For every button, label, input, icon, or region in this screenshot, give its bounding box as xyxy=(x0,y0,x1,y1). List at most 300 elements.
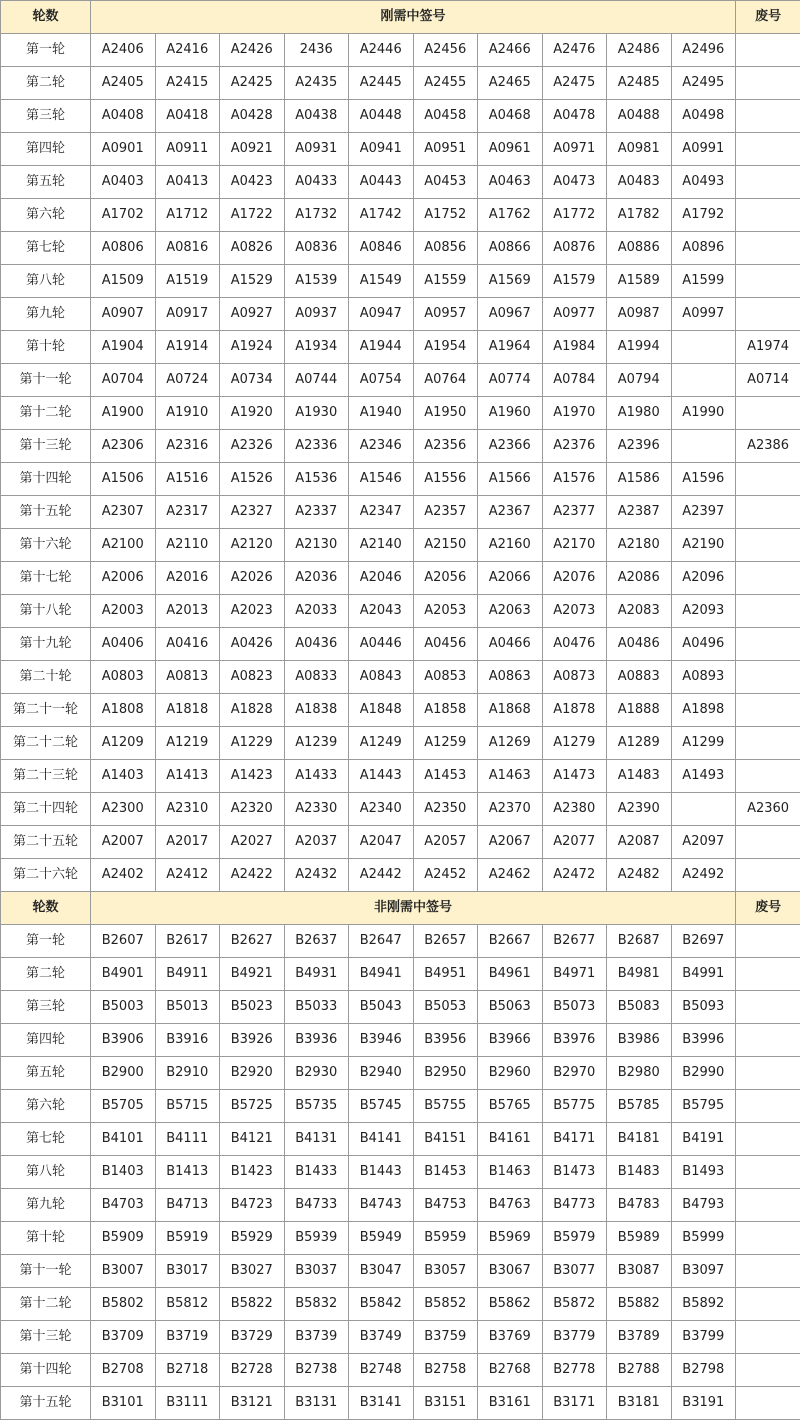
winning-number-cell: A2026 xyxy=(220,562,285,595)
table-row xyxy=(1,166,800,199)
winning-number-cell: A0438 xyxy=(284,100,349,133)
winning-number-cell: A1473 xyxy=(542,760,607,793)
winning-number-cell: B4921 xyxy=(220,958,285,991)
winning-number-cell: B3936 xyxy=(284,1024,349,1057)
winning-number-cell: B4131 xyxy=(284,1123,349,1156)
winning-number-cell: A1930 xyxy=(284,397,349,430)
winning-number-cell: B3966 xyxy=(478,1024,543,1057)
winning-number-cell: A1493 xyxy=(671,760,736,793)
table-row xyxy=(1,529,800,562)
winning-number-cell: B2758 xyxy=(413,1354,478,1387)
winning-number-cell: B2920 xyxy=(220,1057,285,1090)
winning-number-cell: A2086 xyxy=(607,562,672,595)
winning-number-cell: B3709 xyxy=(91,1321,156,1354)
winning-number-cell: A0951 xyxy=(413,133,478,166)
winning-number-cell: B4151 xyxy=(413,1123,478,1156)
table-row xyxy=(1,430,800,463)
winning-number-cell: A2432 xyxy=(284,859,349,892)
winning-number-cell: A1279 xyxy=(542,727,607,760)
winning-number-cell: A1299 xyxy=(671,727,736,760)
winning-number-cell: B4753 xyxy=(413,1189,478,1222)
winning-number-cell: B3996 xyxy=(671,1024,736,1057)
winning-number-cell: B5959 xyxy=(413,1222,478,1255)
winning-number-cell: A2067 xyxy=(478,826,543,859)
void-column-header: 废号 xyxy=(736,892,800,925)
winning-number-cell: A2036 xyxy=(284,562,349,595)
winning-number-cell: B5812 xyxy=(155,1288,220,1321)
winning-number-cell: A1539 xyxy=(284,265,349,298)
void-number-cell xyxy=(736,991,800,1024)
winning-number-cell: B5862 xyxy=(478,1288,543,1321)
winning-number-cell: A0893 xyxy=(671,661,736,694)
winning-number-cell: A1483 xyxy=(607,760,672,793)
void-number-cell xyxy=(736,100,800,133)
round-label: 第二十三轮 xyxy=(1,760,91,793)
winning-number-cell: A0873 xyxy=(542,661,607,694)
winning-number-cell: A1742 xyxy=(349,199,414,232)
winning-number-cell: B4931 xyxy=(284,958,349,991)
winning-number-cell: B4141 xyxy=(349,1123,414,1156)
winning-number-cell: B5802 xyxy=(91,1288,156,1321)
winning-number-cell: A0826 xyxy=(220,232,285,265)
winning-number-cell: A0981 xyxy=(607,133,672,166)
winning-number-cell: A2336 xyxy=(284,430,349,463)
winning-number-cell: A0483 xyxy=(607,166,672,199)
void-number-cell xyxy=(736,496,800,529)
round-label: 第十九轮 xyxy=(1,628,91,661)
table-row xyxy=(1,1156,800,1189)
winning-number-cell: B3171 xyxy=(542,1387,607,1420)
winning-number-cell: A2455 xyxy=(413,67,478,100)
winning-number-cell: B3047 xyxy=(349,1255,414,1288)
winning-number-cell: B4951 xyxy=(413,958,478,991)
void-number-cell xyxy=(736,1354,800,1387)
table-row xyxy=(1,661,800,694)
winning-number-cell: A1878 xyxy=(542,694,607,727)
winning-number-cell: A1940 xyxy=(349,397,414,430)
round-label: 第十轮 xyxy=(1,331,91,364)
winning-number-cell: A2452 xyxy=(413,859,478,892)
winning-number-cell: A1924 xyxy=(220,331,285,364)
round-label: 第一轮 xyxy=(1,34,91,67)
winning-number-cell: B3007 xyxy=(91,1255,156,1288)
winning-number-cell: A1219 xyxy=(155,727,220,760)
winning-number-cell: A2007 xyxy=(91,826,156,859)
winning-number-cell: A0813 xyxy=(155,661,220,694)
winning-number-cell: A2492 xyxy=(671,859,736,892)
winning-number-cell: A1529 xyxy=(220,265,285,298)
winning-number-cell: A0724 xyxy=(155,364,220,397)
winning-number-cell: B1493 xyxy=(671,1156,736,1189)
winning-number-cell: B5745 xyxy=(349,1090,414,1123)
winning-number-cell: A0423 xyxy=(220,166,285,199)
winning-number-cell: A2422 xyxy=(220,859,285,892)
winning-number-cell: B4743 xyxy=(349,1189,414,1222)
table-row xyxy=(1,100,800,133)
winning-number-cell: B2677 xyxy=(542,925,607,958)
winning-number-cell xyxy=(671,793,736,826)
void-number-cell xyxy=(736,397,800,430)
winning-number-cell: B1463 xyxy=(478,1156,543,1189)
winning-number-cell: A0843 xyxy=(349,661,414,694)
table-row xyxy=(1,34,800,67)
winning-number-cell: A2485 xyxy=(607,67,672,100)
winning-number-cell: A1904 xyxy=(91,331,156,364)
winning-number-cell: A1752 xyxy=(413,199,478,232)
winning-number-cell: A2370 xyxy=(478,793,543,826)
winning-number-cell: A2356 xyxy=(413,430,478,463)
winning-number-cell: B4101 xyxy=(91,1123,156,1156)
winning-number-cell: A1259 xyxy=(413,727,478,760)
winning-number-cell: A2402 xyxy=(91,859,156,892)
void-number-cell xyxy=(736,859,800,892)
winning-number-cell: A2056 xyxy=(413,562,478,595)
winning-number-cell xyxy=(671,331,736,364)
winning-number-cell: B5979 xyxy=(542,1222,607,1255)
void-number-cell xyxy=(736,1156,800,1189)
winning-number-cell: B5013 xyxy=(155,991,220,1024)
round-label: 第二十五轮 xyxy=(1,826,91,859)
winning-number-cell: A0784 xyxy=(542,364,607,397)
winning-number-cell: A0744 xyxy=(284,364,349,397)
winning-number-cell: A1960 xyxy=(478,397,543,430)
winning-number-cell: A2326 xyxy=(220,430,285,463)
winning-number-cell: A2310 xyxy=(155,793,220,826)
section-title: 刚需中签号 xyxy=(91,1,736,34)
winning-number-cell: A0896 xyxy=(671,232,736,265)
winning-number-cell: A2316 xyxy=(155,430,220,463)
winning-number-cell: B4991 xyxy=(671,958,736,991)
winning-number-cell: A0448 xyxy=(349,100,414,133)
winning-number-cell: B3946 xyxy=(349,1024,414,1057)
winning-number-cell: A0498 xyxy=(671,100,736,133)
winning-number-cell: A1433 xyxy=(284,760,349,793)
winning-number-cell: A0433 xyxy=(284,166,349,199)
winning-number-cell: A2170 xyxy=(542,529,607,562)
winning-number-cell: A2476 xyxy=(542,34,607,67)
winning-number-cell: B5795 xyxy=(671,1090,736,1123)
winning-number-cell: B4733 xyxy=(284,1189,349,1222)
winning-number-cell: A1559 xyxy=(413,265,478,298)
winning-number-cell: B3161 xyxy=(478,1387,543,1420)
winning-number-cell: A1950 xyxy=(413,397,478,430)
winning-number-cell: A1858 xyxy=(413,694,478,727)
round-label: 第十五轮 xyxy=(1,1387,91,1420)
winning-number-cell: A0957 xyxy=(413,298,478,331)
winning-number-cell: A0987 xyxy=(607,298,672,331)
winning-number-cell: B3027 xyxy=(220,1255,285,1288)
winning-number-cell: B2617 xyxy=(155,925,220,958)
winning-number-cell: A1453 xyxy=(413,760,478,793)
winning-number-cell: A2077 xyxy=(542,826,607,859)
winning-number-cell: B5033 xyxy=(284,991,349,1024)
winning-number-cell: B2657 xyxy=(413,925,478,958)
round-label: 第二十二轮 xyxy=(1,727,91,760)
winning-number-cell: B3097 xyxy=(671,1255,736,1288)
winning-number-cell: A2110 xyxy=(155,529,220,562)
winning-number-cell: A0754 xyxy=(349,364,414,397)
void-number-cell xyxy=(736,694,800,727)
winning-number-cell: A2063 xyxy=(478,595,543,628)
table-row xyxy=(1,991,800,1024)
winning-number-cell: B2798 xyxy=(671,1354,736,1387)
winning-number-cell: A1596 xyxy=(671,463,736,496)
winning-number-cell: A0436 xyxy=(284,628,349,661)
table-row xyxy=(1,1387,800,1420)
winning-number-cell: A1828 xyxy=(220,694,285,727)
winning-number-cell: A2396 xyxy=(607,430,672,463)
winning-number-cell: A0907 xyxy=(91,298,156,331)
void-number-cell xyxy=(736,1387,800,1420)
winning-number-cell: A0458 xyxy=(413,100,478,133)
void-number-cell xyxy=(736,34,800,67)
winning-number-cell: A2366 xyxy=(478,430,543,463)
winning-number-cell: A1443 xyxy=(349,760,414,793)
table-row xyxy=(1,958,800,991)
table-row xyxy=(1,331,800,364)
winning-number-cell: A2415 xyxy=(155,67,220,100)
winning-number-cell: A2442 xyxy=(349,859,414,892)
winning-number-cell: A2320 xyxy=(220,793,285,826)
table-row xyxy=(1,925,800,958)
winning-number-cell: A0406 xyxy=(91,628,156,661)
void-number-cell xyxy=(736,1222,800,1255)
winning-number-cell: A2456 xyxy=(413,34,478,67)
winning-number-cell: A2096 xyxy=(671,562,736,595)
winning-number-cell: B5882 xyxy=(607,1288,672,1321)
winning-number-cell: 2436 xyxy=(284,34,349,67)
void-number-cell: A2386 xyxy=(736,430,800,463)
winning-number-cell: A1914 xyxy=(155,331,220,364)
winning-number-cell: B3077 xyxy=(542,1255,607,1288)
void-number-cell xyxy=(736,1090,800,1123)
winning-number-cell: A1556 xyxy=(413,463,478,496)
winning-number-cell: A2037 xyxy=(284,826,349,859)
void-number-cell xyxy=(736,1255,800,1288)
winning-number-cell: A0403 xyxy=(91,166,156,199)
table-row xyxy=(1,199,800,232)
winning-number-cell: A0476 xyxy=(542,628,607,661)
winning-number-cell: A2357 xyxy=(413,496,478,529)
winning-number-cell: A1229 xyxy=(220,727,285,760)
winning-number-cell: B2738 xyxy=(284,1354,349,1387)
section-header-row xyxy=(1,892,800,925)
winning-number-cell: A2495 xyxy=(671,67,736,100)
winning-number-cell: A1413 xyxy=(155,760,220,793)
table-row xyxy=(1,463,800,496)
table-row xyxy=(1,265,800,298)
winning-number-cell: B4941 xyxy=(349,958,414,991)
winning-number-cell: B5999 xyxy=(671,1222,736,1255)
winning-number-cell: A2033 xyxy=(284,595,349,628)
winning-number-cell: A0794 xyxy=(607,364,672,397)
winning-number-cell: A0816 xyxy=(155,232,220,265)
winning-number-cell: B2940 xyxy=(349,1057,414,1090)
winning-number-cell: B1483 xyxy=(607,1156,672,1189)
winning-number-cell: A2300 xyxy=(91,793,156,826)
round-label: 第六轮 xyxy=(1,1090,91,1123)
winning-number-cell: B1413 xyxy=(155,1156,220,1189)
void-number-cell xyxy=(736,265,800,298)
winning-number-cell: A1732 xyxy=(284,199,349,232)
table-row xyxy=(1,760,800,793)
table-row xyxy=(1,133,800,166)
winning-number-cell: A0823 xyxy=(220,661,285,694)
void-number-cell xyxy=(736,166,800,199)
round-label: 第二十一轮 xyxy=(1,694,91,727)
winning-number-cell: B2728 xyxy=(220,1354,285,1387)
winning-number-cell: B3769 xyxy=(478,1321,543,1354)
winning-number-cell: A2390 xyxy=(607,793,672,826)
winning-number-cell: A0883 xyxy=(607,661,672,694)
winning-number-cell: A0426 xyxy=(220,628,285,661)
void-number-cell xyxy=(736,628,800,661)
winning-number-cell: B3017 xyxy=(155,1255,220,1288)
winning-number-cell: A2160 xyxy=(478,529,543,562)
winning-number-cell: B2647 xyxy=(349,925,414,958)
winning-number-cell: A2425 xyxy=(220,67,285,100)
winning-number-cell: B5832 xyxy=(284,1288,349,1321)
winning-number-cell: B2900 xyxy=(91,1057,156,1090)
winning-number-cell: B3141 xyxy=(349,1387,414,1420)
table-row xyxy=(1,232,800,265)
round-label: 第十轮 xyxy=(1,1222,91,1255)
winning-number-cell: A2013 xyxy=(155,595,220,628)
winning-number-cell: A2140 xyxy=(349,529,414,562)
winning-number-cell: A0463 xyxy=(478,166,543,199)
winning-number-cell: A0468 xyxy=(478,100,543,133)
table-row xyxy=(1,826,800,859)
winning-number-cell: A1269 xyxy=(478,727,543,760)
winning-number-cell: A2180 xyxy=(607,529,672,562)
winning-number-cell: A0488 xyxy=(607,100,672,133)
winning-number-cell: B5852 xyxy=(413,1288,478,1321)
winning-number-cell: A2376 xyxy=(542,430,607,463)
winning-number-cell: A2377 xyxy=(542,496,607,529)
winning-number-cell: B3956 xyxy=(413,1024,478,1057)
table-row xyxy=(1,793,800,826)
winning-number-cell: B3759 xyxy=(413,1321,478,1354)
winning-number-cell: A2416 xyxy=(155,34,220,67)
winning-number-cell: A0991 xyxy=(671,133,736,166)
winning-number-cell: A2006 xyxy=(91,562,156,595)
winning-number-cell: A1239 xyxy=(284,727,349,760)
winning-number-cell: B3739 xyxy=(284,1321,349,1354)
void-number-cell xyxy=(736,463,800,496)
winning-number-cell: A0967 xyxy=(478,298,543,331)
round-label: 第二十六轮 xyxy=(1,859,91,892)
table-row xyxy=(1,1288,800,1321)
winning-number-cell: A1712 xyxy=(155,199,220,232)
void-number-cell xyxy=(736,1024,800,1057)
table-row xyxy=(1,1321,800,1354)
winning-number-cell: A1910 xyxy=(155,397,220,430)
winning-number-cell: B5093 xyxy=(671,991,736,1024)
winning-number-cell: B2627 xyxy=(220,925,285,958)
void-number-cell xyxy=(736,199,800,232)
round-column-header: 轮数 xyxy=(1,892,91,925)
winning-number-cell: B4981 xyxy=(607,958,672,991)
winning-number-cell: A0997 xyxy=(671,298,736,331)
round-label: 第三轮 xyxy=(1,100,91,133)
winning-number-cell: A0876 xyxy=(542,232,607,265)
winning-number-cell: A1868 xyxy=(478,694,543,727)
winning-number-cell: A2380 xyxy=(542,793,607,826)
winning-number-cell: A2130 xyxy=(284,529,349,562)
winning-number-cell: B3037 xyxy=(284,1255,349,1288)
round-label: 第二十轮 xyxy=(1,661,91,694)
void-number-cell xyxy=(736,529,800,562)
void-number-cell xyxy=(736,1288,800,1321)
winning-number-cell: A0927 xyxy=(220,298,285,331)
winning-number-cell: A1463 xyxy=(478,760,543,793)
round-label: 第八轮 xyxy=(1,1156,91,1189)
winning-number-cell: A2405 xyxy=(91,67,156,100)
winning-number-cell: A1519 xyxy=(155,265,220,298)
winning-number-cell: B5929 xyxy=(220,1222,285,1255)
winning-number-cell: A1900 xyxy=(91,397,156,430)
table-row xyxy=(1,1123,800,1156)
winning-number-cell: A1423 xyxy=(220,760,285,793)
winning-number-cell: B3749 xyxy=(349,1321,414,1354)
round-label: 第七轮 xyxy=(1,232,91,265)
winning-number-cell: A2337 xyxy=(284,496,349,529)
table-row xyxy=(1,1024,800,1057)
winning-number-cell: B2980 xyxy=(607,1057,672,1090)
winning-number-cell: A1920 xyxy=(220,397,285,430)
winning-number-cell: A1994 xyxy=(607,331,672,364)
void-number-cell xyxy=(736,298,800,331)
winning-number-cell: A1249 xyxy=(349,727,414,760)
winning-number-cell: B2637 xyxy=(284,925,349,958)
winning-number-cell: B5725 xyxy=(220,1090,285,1123)
void-number-cell: A2360 xyxy=(736,793,800,826)
winning-number-cell: A2120 xyxy=(220,529,285,562)
round-label: 第四轮 xyxy=(1,1024,91,1057)
winning-number-cell: A0971 xyxy=(542,133,607,166)
winning-number-cell: A2100 xyxy=(91,529,156,562)
winning-number-cell: B3926 xyxy=(220,1024,285,1057)
round-label: 第二轮 xyxy=(1,958,91,991)
winning-number-cell: A0428 xyxy=(220,100,285,133)
winning-number-cell: B3067 xyxy=(478,1255,543,1288)
winning-number-cell: A2406 xyxy=(91,34,156,67)
winning-number-cell: B3151 xyxy=(413,1387,478,1420)
winning-number-cell: B5989 xyxy=(607,1222,672,1255)
winning-number-cell: B3101 xyxy=(91,1387,156,1420)
table-row xyxy=(1,1057,800,1090)
winning-number-cell: A1566 xyxy=(478,463,543,496)
winning-number-cell: A2426 xyxy=(220,34,285,67)
winning-number-cell: A0921 xyxy=(220,133,285,166)
winning-number-cell: B2788 xyxy=(607,1354,672,1387)
winning-number-cell: B5755 xyxy=(413,1090,478,1123)
winning-number-cell: B4783 xyxy=(607,1189,672,1222)
winning-number-cell: A0856 xyxy=(413,232,478,265)
winning-number-cell: A1848 xyxy=(349,694,414,727)
winning-number-cell: A0413 xyxy=(155,166,220,199)
void-number-cell xyxy=(736,760,800,793)
winning-number-cell: B3191 xyxy=(671,1387,736,1420)
section-title: 非刚需中签号 xyxy=(91,892,736,925)
winning-number-cell: A0846 xyxy=(349,232,414,265)
winning-number-cell: A2306 xyxy=(91,430,156,463)
round-label: 第十五轮 xyxy=(1,496,91,529)
winning-number-cell: A2023 xyxy=(220,595,285,628)
winning-number-cell: B2697 xyxy=(671,925,736,958)
winning-number-cell: A1782 xyxy=(607,199,672,232)
winning-number-cell: A1599 xyxy=(671,265,736,298)
